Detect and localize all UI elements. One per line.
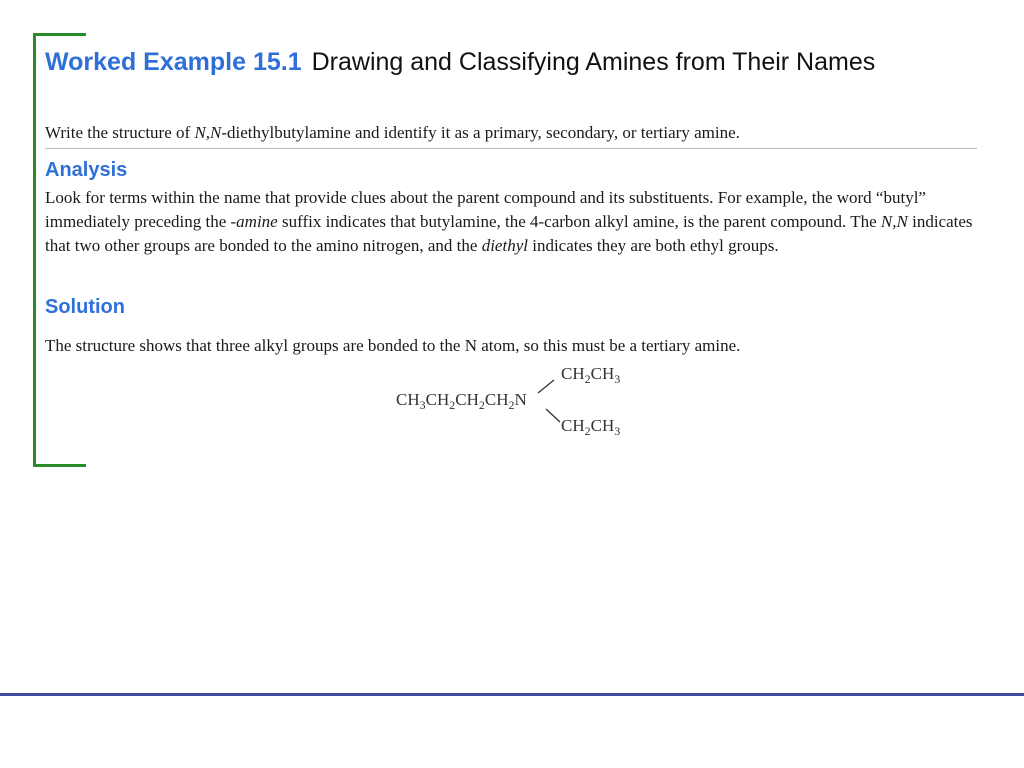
lower-branch: $CH_2CH_3$ [561, 416, 621, 438]
problem-comma: , [205, 123, 211, 142]
main-chain: $CH_3CH_2CH_2CH_2N$ [396, 390, 527, 412]
title-text: Drawing and Classifying Amines from Their Names [311, 48, 876, 76]
analysis-p4: indicates they are both ethyl groups. [527, 236, 779, 255]
analysis-p3: indicates that two other groups are bonded to the amino nitrogen, and the [45, 212, 973, 255]
solution-heading: Solution [45, 296, 125, 318]
analysis-nn: N,N [880, 212, 908, 231]
analysis-text [45, 186, 990, 258]
analysis-heading: Analysis [45, 159, 128, 181]
bracket-vertical [33, 33, 36, 467]
example-label: Worked Example 15.1 [45, 48, 302, 76]
upper-bond [538, 380, 554, 393]
analysis-diethyl: diethyl [481, 236, 528, 255]
analysis-p2: suffix indicates that butylamine, the 4-carbon alkyl amine, is the parent compound. The [277, 212, 881, 231]
amine-structure [396, 362, 646, 444]
upper-branch: $CH_2CH_3$ [561, 364, 621, 386]
problem-post: -diethylbutylamine and identify it as a primary, secondary, or tertiary amine. [221, 123, 740, 142]
bracket-bottom [33, 464, 86, 467]
problem-n1: N [194, 123, 206, 142]
analysis-amine: -amine [230, 212, 278, 231]
problem-statement [45, 122, 975, 144]
analysis-p1: Look for terms within the name that provide clues about the parent compound and its substituents. For example, the word “butyl” immediately preceding the [45, 188, 926, 231]
problem-pre: Write the structure of [45, 123, 195, 142]
footer-rule [0, 693, 1024, 696]
divider [45, 148, 977, 149]
bracket-top [33, 33, 86, 36]
lower-bond [546, 409, 560, 422]
page-title [45, 45, 945, 79]
solution-text: The structure shows that three alkyl groups are bonded to the N atom, so this must be a tertiary amine. [45, 336, 741, 355]
problem-n2: N [210, 123, 222, 142]
